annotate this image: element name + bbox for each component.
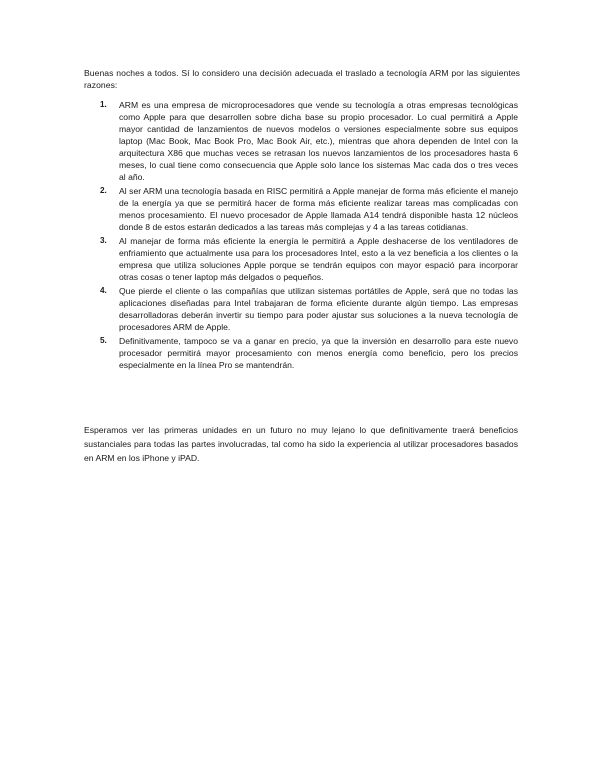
reasons-list: [100, 99, 518, 373]
list-item: [100, 285, 518, 333]
list-item: [100, 335, 518, 371]
list-item-number: 1.: [100, 100, 107, 109]
list-item: [100, 185, 518, 233]
list-item: [100, 235, 518, 283]
list-item-text: Que pierde el cliente o las compañías que utilizan sistemas portátiles de Apple, será que no todas las aplicaciones diseñadas para Intel trabajaran de forma eficiente durante algún tiempo. Las empresas desarrolladoras deberán invertir su tiempo para poder ajustar sus soluciones a la nueva tecnología de procesadores ARM de Apple.: [119, 286, 518, 332]
list-item-text: Al manejar de forma más eficiente la energía le permitirá a Apple deshacerse de los ventiladores de enfriamiento que actualmente usa para los procesadores Intel, esto a la vez beneficia a los clientes o la empresa que utiliza soluciones Apple porque se tendrán equipos con mayor espació para incorporar otras cosas o tener laptop más delgados o pequeños.: [119, 236, 518, 282]
list-item: [100, 99, 518, 183]
list-item-number: 4.: [100, 286, 107, 295]
list-item-text: ARM es una empresa de microprocesadores que vende su tecnología a otras empresas tecnológicas como Apple para que desarrollen sobre dicha base su propio procesador. Lo cual permitirá a Apple mayor cantidad de lanzamientos de nuevos modelos o versiones especialmente sobre sus equipos laptop (Mac Book, Mac Book Pro, Mac Book Air, etc.), mientras que ahora dependen de Intel con la arquitectura X86 que muchas veces se retrasan los nuevos lanzamientos de los procesadores hasta 6 meses, lo cual tiene como consecuencia que Apple solo lance los sistemas Mac cada dos o tres veces al año.: [119, 100, 518, 182]
list-item-number: 3.: [100, 236, 107, 245]
closing-paragraph: Esperamos ver las primeras unidades en un futuro no muy lejano lo que definitivamente traerá beneficios sustanciales para todas las partes involucradas, tal como ha sido la experiencia al utilizar procesadores basados en ARM en los iPhone y iPAD.: [84, 425, 518, 463]
list-item-text: Definitivamente, tampoco se va a ganar en precio, ya que la inversión en desarrollo para este nuevo procesador permitirá mayor procesamiento con menos energía como beneficio, pero los precios especialmente en la línea Pro se mantendrán.: [119, 336, 518, 370]
list-item-number: 5.: [100, 336, 107, 345]
list-item-text: Al ser ARM una tecnología basada en RISC permitirá a Apple manejar de forma más eficiente el manejo de la energía ya que se permitirá hacer de forma más eficiente realizar tareas mas complicadas con menos procesamiento. El nuevo procesador de Apple llamada A14 tendrá disponible hasta 12 núcleos donde 8 de estos estarán dedicados a las tareas más complejas y 4 a las tareas cotidianas.: [119, 186, 518, 232]
list-item-number: 2.: [100, 186, 107, 195]
intro-paragraph: Buenas noches a todos. Sí lo considero una decisión adecuada el traslado a tecnología ARM por las siguientes razones:: [84, 68, 520, 90]
